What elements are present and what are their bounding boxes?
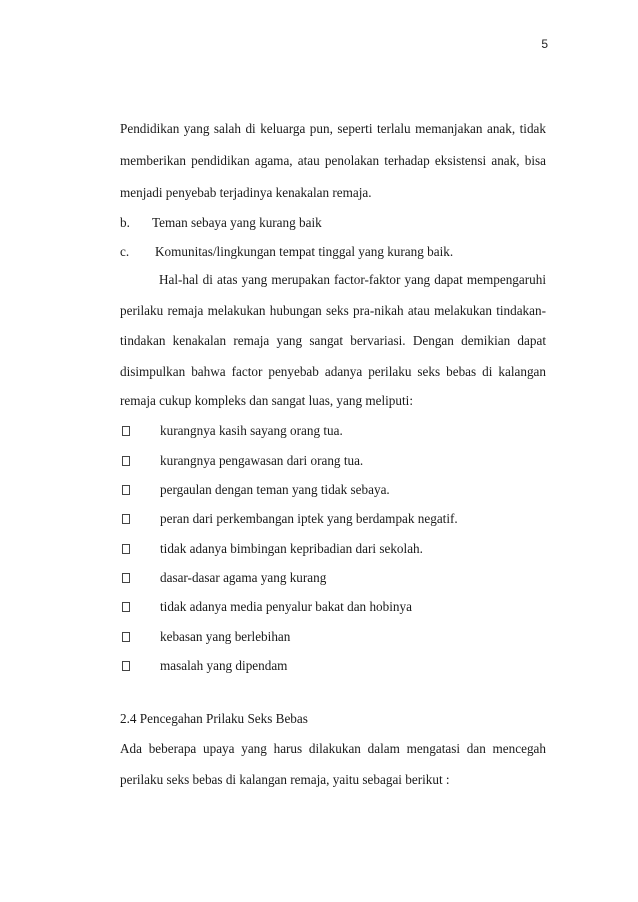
bullet-box-icon	[122, 426, 130, 436]
bullet-item: tidak adanya bimbingan kepribadian dari sekolah.	[160, 541, 423, 556]
paragraph2-line-2: perilaku remaja melakukan hubungan seks pra-nikah atau melakukan tindakan-	[120, 303, 546, 318]
bullet-box-icon	[122, 544, 130, 554]
bullet-box-icon	[122, 661, 130, 671]
paragraph2-line-1: Hal-hal di atas yang merupakan factor-faktor yang dapat mempengaruhi	[159, 272, 546, 287]
bullet-box-icon	[122, 632, 130, 642]
paragraph1-line-1: Pendidikan yang salah di keluarga pun, seperti terlalu memanjakan anak, tidak	[120, 121, 546, 136]
bullet-item: peran dari perkembangan iptek yang berdampak negatif.	[160, 511, 458, 526]
item-c-text: Komunitas/lingkungan tempat tinggal yang kurang baik.	[155, 244, 454, 259]
section-heading: 2.4 Pencegahan Prilaku Seks Bebas	[120, 711, 308, 726]
paragraph1-line-2: memberikan pendidikan agama, atau penolakan terhadap eksistensi anak, bisa	[120, 153, 546, 168]
bullet-box-icon	[122, 485, 130, 495]
bullet-box-icon	[122, 514, 130, 524]
paragraph1-line-3: menjadi penyebab terjadinya kenakalan remaja.	[120, 185, 372, 200]
paragraph2-line-5: remaja cukup kompleks dan sangat luas, yang meliputi:	[120, 393, 413, 408]
bullet-box-icon	[122, 573, 130, 583]
bullet-item: dasar-dasar agama yang kurang	[160, 570, 327, 585]
item-b-label: b.	[120, 215, 130, 230]
bullet-item: kurangnya kasih sayang orang tua.	[160, 423, 343, 438]
paragraph3-line-2: perilaku seks bebas di kalangan remaja, yaitu sebagai berikut :	[120, 772, 450, 787]
paragraph2-line-4: disimpulkan bahwa factor penyebab adanya perilaku seks bebas di kalangan	[120, 364, 546, 379]
bullet-box-icon	[122, 602, 130, 612]
bullet-item: tidak adanya media penyalur bakat dan hobinya	[160, 599, 412, 614]
item-c-label: c.	[120, 244, 130, 259]
paragraph3-line-1: Ada beberapa upaya yang harus dilakukan dalam mengatasi dan mencegah	[120, 741, 546, 756]
item-b-text: Teman sebaya yang kurang baik	[152, 215, 322, 230]
bullet-item: pergaulan dengan teman yang tidak sebaya.	[160, 482, 390, 497]
paragraph2-line-3: tindakan kenakalan remaja yang sangat bervariasi. Dengan demikian dapat	[120, 333, 546, 348]
bullet-item: kurangnya pengawasan dari orang tua.	[160, 453, 364, 468]
page-number: 5	[541, 37, 548, 51]
bullet-item: kebasan yang berlebihan	[160, 629, 291, 644]
bullet-box-icon	[122, 456, 130, 466]
bullet-item: masalah yang dipendam	[160, 658, 288, 673]
